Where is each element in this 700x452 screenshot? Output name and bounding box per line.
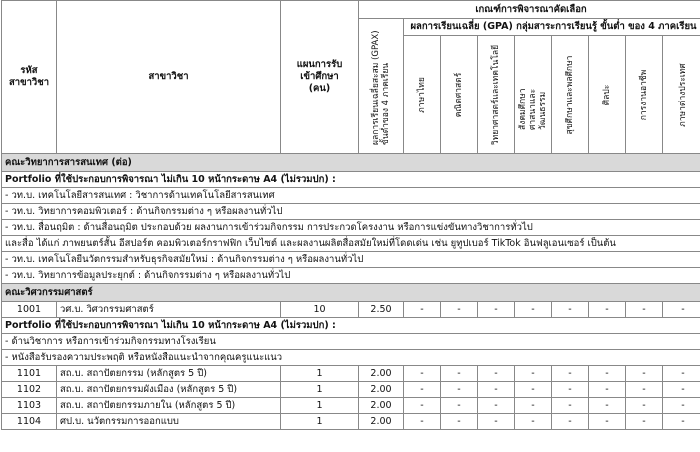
admission-criteria-table xyxy=(1,0,700,430)
table-row: 1102 สถ.บ. สถาปัตยกรรมผังเมือง (หลักสูตร 5 ปี) 1 2.00 - - - - - - - - xyxy=(2,382,700,398)
portfolio-line: - วท.บ. สื่อนฤมิต : ด้านสื่อนฤมิต ประกอบด้วย ผลงานการเข้าร่วมกิจกรรม การประกวดโครงงาน หรือการแข่งขันทางวิชาการทั่วไป xyxy=(2,220,700,236)
subject-career-header: การงานอาชีพ xyxy=(626,36,663,154)
subject-health-header: สุขศึกษาและพลศึกษา xyxy=(552,36,589,154)
section-title: คณะวิศวกรรมศาสตร์ xyxy=(2,284,700,302)
subject-social-header: สังคมศึกษา ศาสนาและวัฒนธรรม xyxy=(515,36,552,154)
code-header: รหัส สาขาวิชา xyxy=(2,1,57,154)
portfolio-line: - ด้านวิชาการ หรือการเข้าร่วมกิจกรรมทางโรงเรียน xyxy=(2,334,700,350)
plan-header: แผนการรับ เข้าศึกษา (คน) xyxy=(281,1,359,154)
portfolio-line: - วท.บ. วิทยาการคอมพิวเตอร์ : ด้านกิจกรรมต่าง ๆ หรือผลงานทั่วไป xyxy=(2,204,700,220)
table-row: 1001 วศ.บ. วิศวกรรมศาสตร์ 10 2.50 - - - - - - - - xyxy=(2,302,700,318)
table-row: 1101 สถ.บ. สถาปัตยกรรม (หลักสูตร 5 ปี) 1 2.00 - - - - - - - - xyxy=(2,366,700,382)
table-row: 1103 สถ.บ. สถาปัตยกรรมภายใน (หลักสูตร 5 ปี) 1 2.00 - - - - - - - - xyxy=(2,398,700,414)
portfolio-line: - วท.บ. วิทยาการข้อมูลประยุกต์ : ด้านกิจกรรมต่าง ๆ หรือผลงานทั่วไป xyxy=(2,268,700,284)
portfolio-note: Portfolio ที่ใช้ประกอบการพิจารณา ไม่เกิน 10 หน้ากระดาษ A4 (ไม่รวมปก) : xyxy=(2,172,700,188)
criteria-header: เกณฑ์การพิจารณาคัดเลือก xyxy=(359,1,700,19)
gpax-header: ผลการเรียนเฉลี่ยสะสม (GPAX) ขั้นต่ำของ 4 ภาคเรียน xyxy=(359,19,404,154)
portfolio-note: Portfolio ที่ใช้ประกอบการพิจารณา ไม่เกิน 10 หน้ากระดาษ A4 (ไม่รวมปก) : xyxy=(2,318,700,334)
table-row: 1104 ศป.บ. นวัตกรรมการออกแบบ 1 2.00 - - - - - - - - xyxy=(2,414,700,430)
portfolio-line: และสื่อ ได้แก่ ภาพยนตร์สั้น อีสปอร์ต คอมพิวเตอร์กราฟฟิก เว็บไซต์ และผลงานผลิตสื่อสมัยใหม่ที่โดดเด่น เช่น ยูทูปเบอร์ TikTok อินฟลูเอนเซอร์ เป็นต้น xyxy=(2,236,700,252)
subject-science-header: วิทยาศาสตร์และเทคโนโลยี xyxy=(478,36,515,154)
portfolio-line: - หนังสือรับรองความประพฤติ หรือหนังสือแนะนำจากคุณครูแนะแนว xyxy=(2,350,700,366)
subject-thai-header: ภาษาไทย xyxy=(404,36,441,154)
subject-art-header: ศิลปะ xyxy=(589,36,626,154)
gpa-group-header: ผลการเรียนเฉลี่ย (GPA) กลุ่มสาระการเรียนรู้ ขั้นต่ำ ของ 4 ภาคเรียน xyxy=(404,19,700,36)
section-title: คณะวิทยาการสารสนเทศ (ต่อ) xyxy=(2,154,700,172)
portfolio-line: - วท.บ. เทคโนโลยีนวัตกรรมสำหรับธุรกิจสมัยใหม่ : ด้านกิจกรรมต่าง ๆ หรือผลงานทั่วไป xyxy=(2,252,700,268)
portfolio-line: - วท.บ. เทคโนโลยีสารสนเทศ : วิชาการด้านเทคโนโลยีสารสนเทศ xyxy=(2,188,700,204)
subject-foreign-header: ภาษาต่างประเทศ xyxy=(663,36,700,154)
subject-math-header: คณิตศาสตร์ xyxy=(441,36,478,154)
major-header: สาขาวิชา xyxy=(57,1,281,154)
